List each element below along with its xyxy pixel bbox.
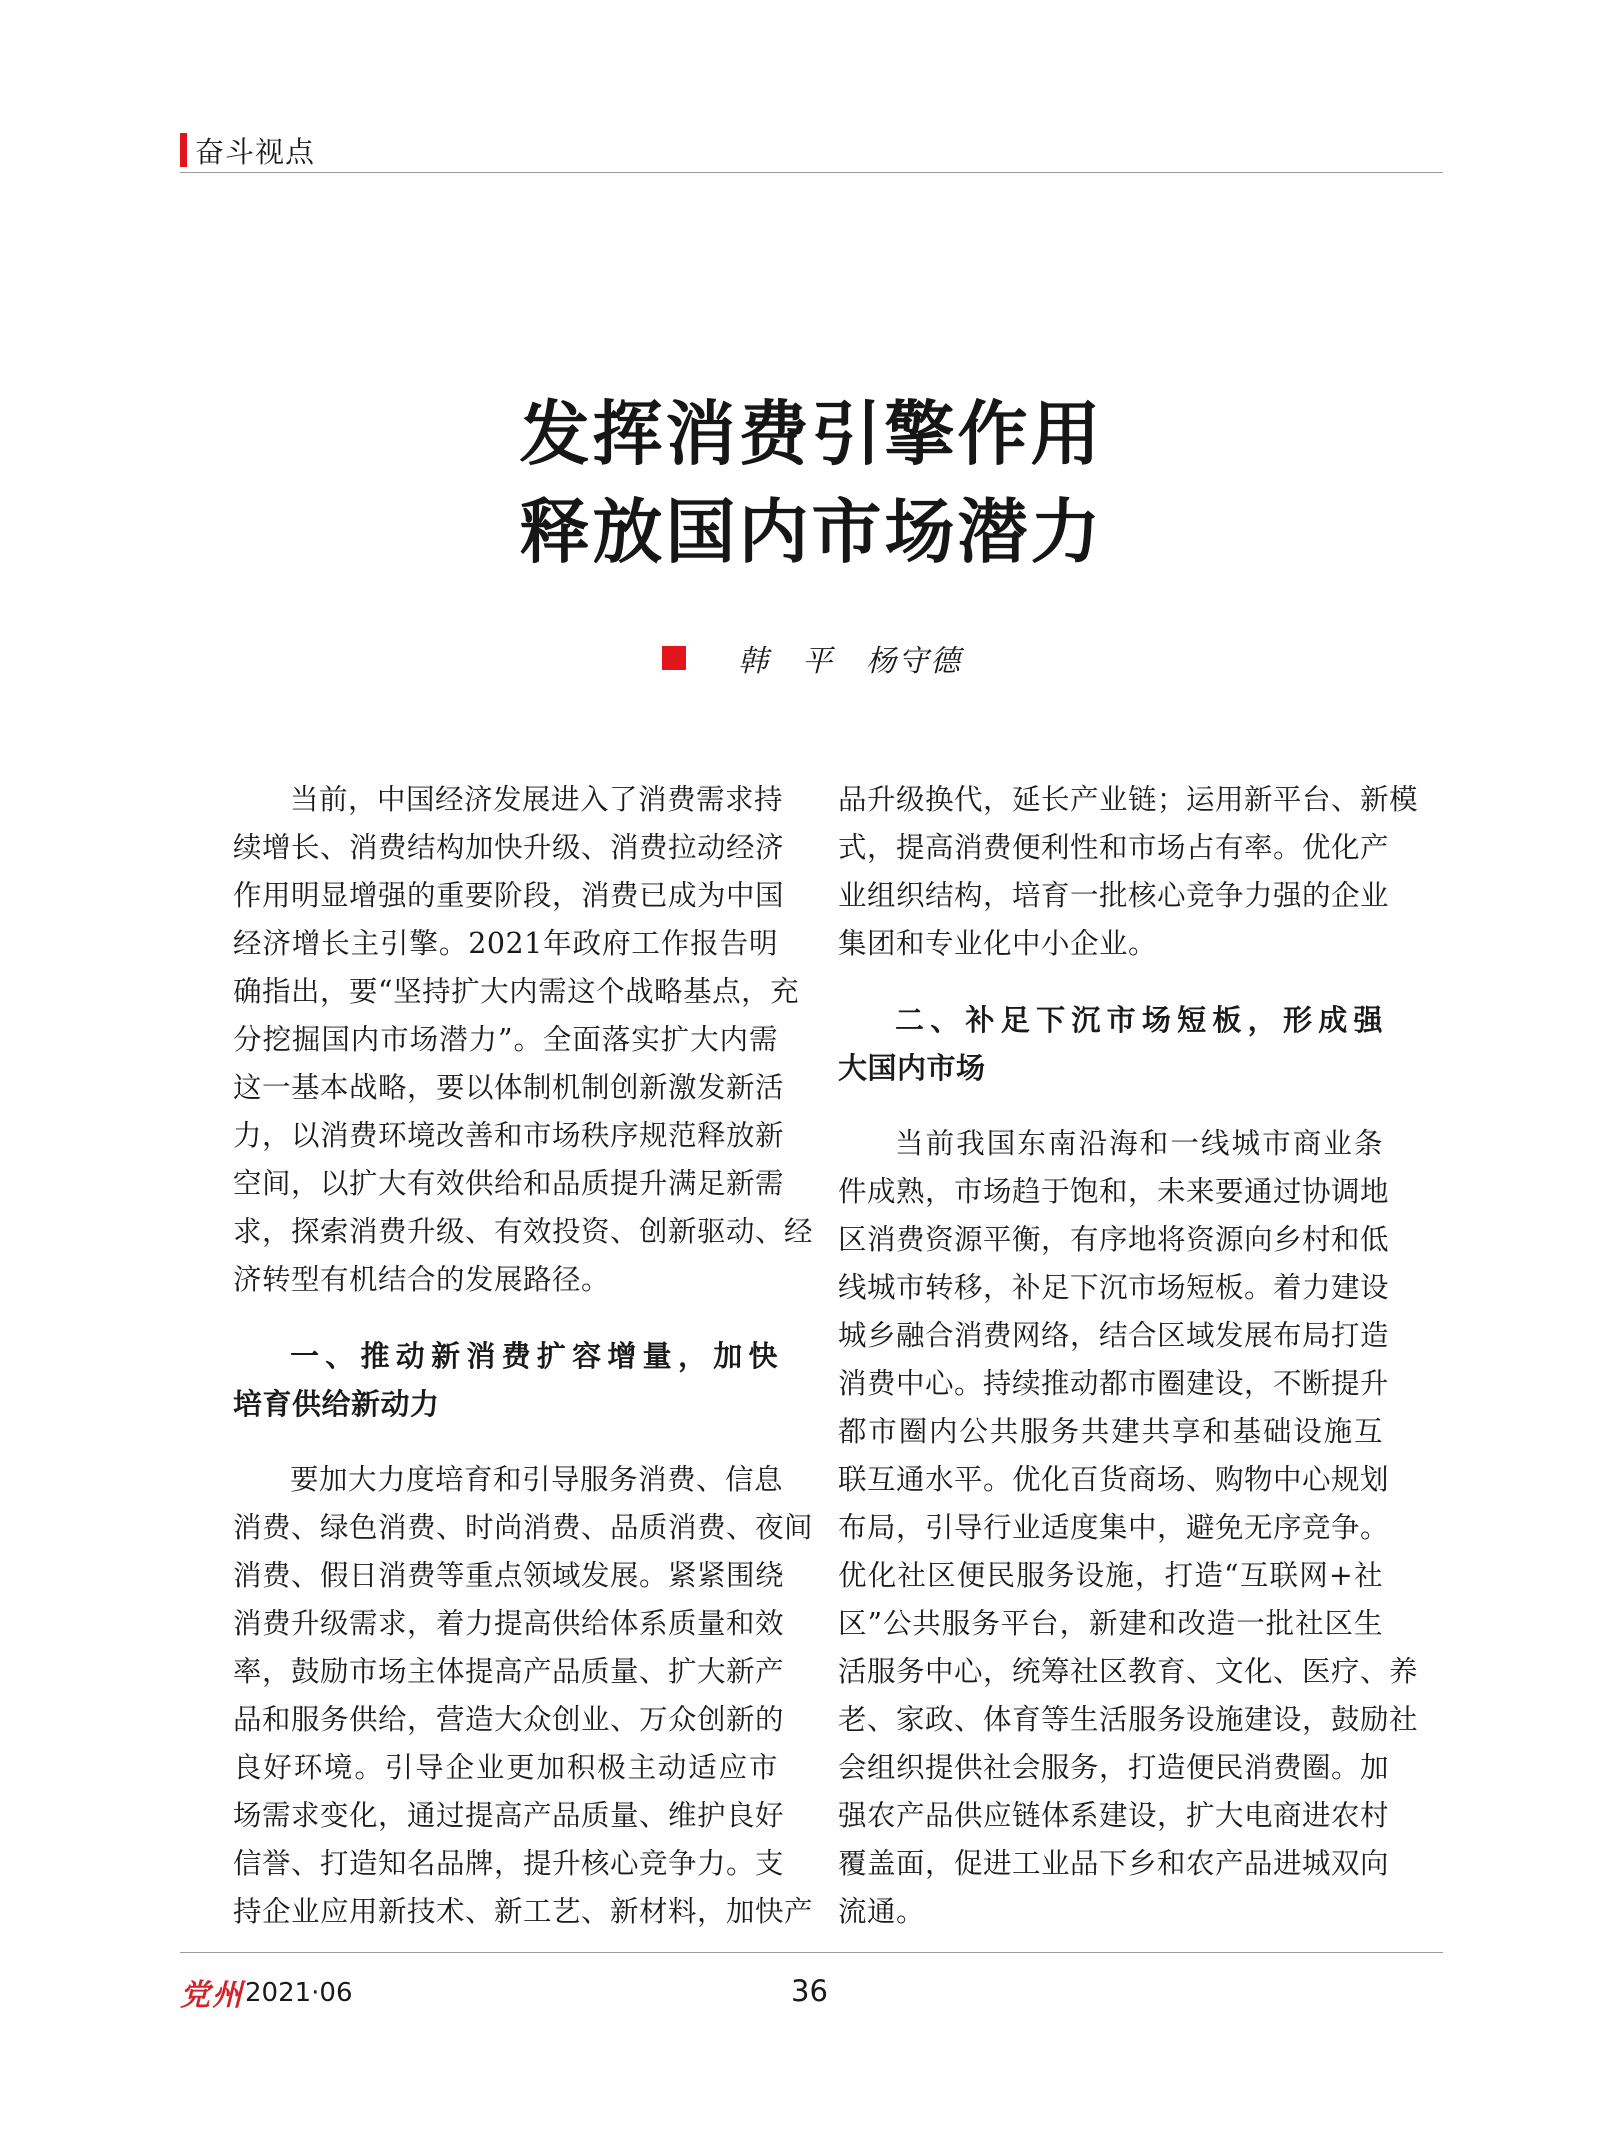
heading-line: 大国内市场 [838, 1051, 986, 1085]
text-line: 续增长、消费结构加快升级、消费拉动经济 [233, 831, 785, 864]
text-line: 作用明显增强的重要阶段，消费已成为中国 [233, 879, 785, 912]
text-line: 当前，中国经济发展进入了消费需求持 [290, 783, 784, 816]
text-line: 要加大力度培育和引导服务消费、信息 [290, 1463, 784, 1496]
text-line: 城乡融合消费网络，结合区域发展布局打造 [838, 1319, 1390, 1352]
left-paragraph-2 [233, 1456, 814, 1936]
text-line: 线城市转移，补足下沉市场短板。着力建设 [838, 1271, 1390, 1304]
text-line: 式，提高消费便利性和市场占有率。优化产 [838, 831, 1390, 864]
right-column [838, 776, 1419, 1936]
text-line: 联互通水平。优化百货商场、购物中心规划 [838, 1463, 1390, 1496]
header-rule [180, 172, 1443, 173]
section-heading-2 [838, 996, 1383, 1092]
text-line: 济转型有机结合的发展路径。 [233, 1263, 611, 1296]
text-line: 信誉、打造知名品牌，提升核心竞争力。支 [233, 1847, 785, 1880]
byline-square-icon [662, 646, 686, 670]
text-line: 消费升级需求，着力提高供给体系质量和效 [233, 1607, 785, 1640]
title-line-2: 释放国内市场潜力 [519, 490, 1104, 573]
text-line: 消费中心。持续推动都市圈建设，不断提升 [838, 1367, 1390, 1400]
text-line: 集团和专业化中小企业。 [838, 927, 1158, 960]
issue-date: 2021·06 [245, 1978, 353, 2008]
right-paragraph-2 [838, 1120, 1419, 1936]
text-line: 经济增长主引擎。2021年政府工作报告明 [233, 927, 778, 960]
text-line: 覆盖面，促进工业品下乡和农产品进城双向 [838, 1847, 1390, 1880]
magazine-logo: 党州 [180, 1978, 244, 2013]
byline [662, 638, 962, 678]
text-line: 会组织提供社会服务，打造便民消费圈。加 [838, 1751, 1390, 1784]
text-line: 持企业应用新技术、新工艺、新材料，加快产 [233, 1895, 814, 1928]
text-line: 分挖掘国内市场潜力”。全面落实扩大内需 [233, 1023, 778, 1056]
right-paragraph-1 [838, 776, 1419, 968]
text-line: 活服务中心，统筹社区教育、文化、医疗、养 [838, 1655, 1419, 1688]
left-column [233, 776, 814, 1936]
text-line: 空间，以扩大有效供给和品质提升满足新需 [233, 1167, 785, 1200]
text-line: 确指出，要“坚持扩大内需这个战略基点，充 [233, 975, 800, 1008]
text-line: 当前我国东南沿海和一线城市商业条 [895, 1127, 1383, 1160]
text-line: 都市圈内公共服务共建共享和基础设施互 [838, 1415, 1383, 1448]
text-line: 率，鼓励市场主体提高产品质量、扩大新产 [233, 1655, 785, 1688]
text-line: 消费、绿色消费、时尚消费、品质消费、夜间 [233, 1511, 814, 1544]
text-line: 求，探索消费升级、有效投资、创新驱动、经 [233, 1215, 814, 1248]
text-line: 老、家政、体育等生活服务设施建设，鼓励社 [838, 1703, 1419, 1736]
text-line: 业组织结构，培育一批核心竞争力强的企业 [838, 879, 1390, 912]
text-line: 场需求变化，通过提高产品质量、维护良好 [233, 1799, 785, 1832]
footer-rule [180, 1952, 1443, 1953]
text-line: 布局，引导行业适度集中，避免无序竞争。 [838, 1511, 1390, 1544]
text-line: 消费、假日消费等重点领域发展。紧紧围绕 [233, 1559, 785, 1592]
text-line: 区”公共服务平台，新建和改造一批社区生 [838, 1607, 1383, 1640]
text-line: 良好环境。引导企业更加积极主动适应市 [233, 1751, 778, 1784]
text-line: 区消费资源平衡，有序地将资源向乡村和低 [838, 1223, 1390, 1256]
section-header [180, 130, 315, 170]
text-line: 流通。 [838, 1895, 926, 1928]
section-accent-bar [180, 133, 187, 167]
text-line: 这一基本战略，要以体制机制创新激发新活 [233, 1071, 785, 1104]
page-number: 36 [791, 1974, 828, 2008]
text-line: 件成熟，市场趋于饱和，未来要通过协调地 [838, 1175, 1390, 1208]
section-heading-1 [233, 1332, 778, 1428]
text-line: 优化社区便民服务设施，打造“互联网+社 [838, 1559, 1383, 1592]
left-paragraph-1 [233, 776, 814, 1304]
text-line: 力，以消费环境改善和市场秩序规范释放新 [233, 1119, 785, 1152]
text-line: 品升级换代，延长产业链；运用新平台、新模 [838, 783, 1419, 816]
heading-line: 一、推动新消费扩容增量，加快 [290, 1339, 778, 1373]
byline-authors: 韩 平 杨守德 [738, 644, 962, 679]
section-label: 奋斗视点 [195, 134, 316, 169]
text-line: 强农产品供应链体系建设，扩大电商进农村 [838, 1799, 1390, 1832]
text-line: 品和服务供给，营造大众创业、万众创新的 [233, 1703, 785, 1736]
title-line-1: 发挥消费引擎作用 [519, 392, 1104, 475]
heading-line: 二、补足下沉市场短板，形成强 [895, 1003, 1383, 1037]
heading-line: 培育供给新动力 [233, 1387, 440, 1421]
article-title [0, 385, 1623, 581]
